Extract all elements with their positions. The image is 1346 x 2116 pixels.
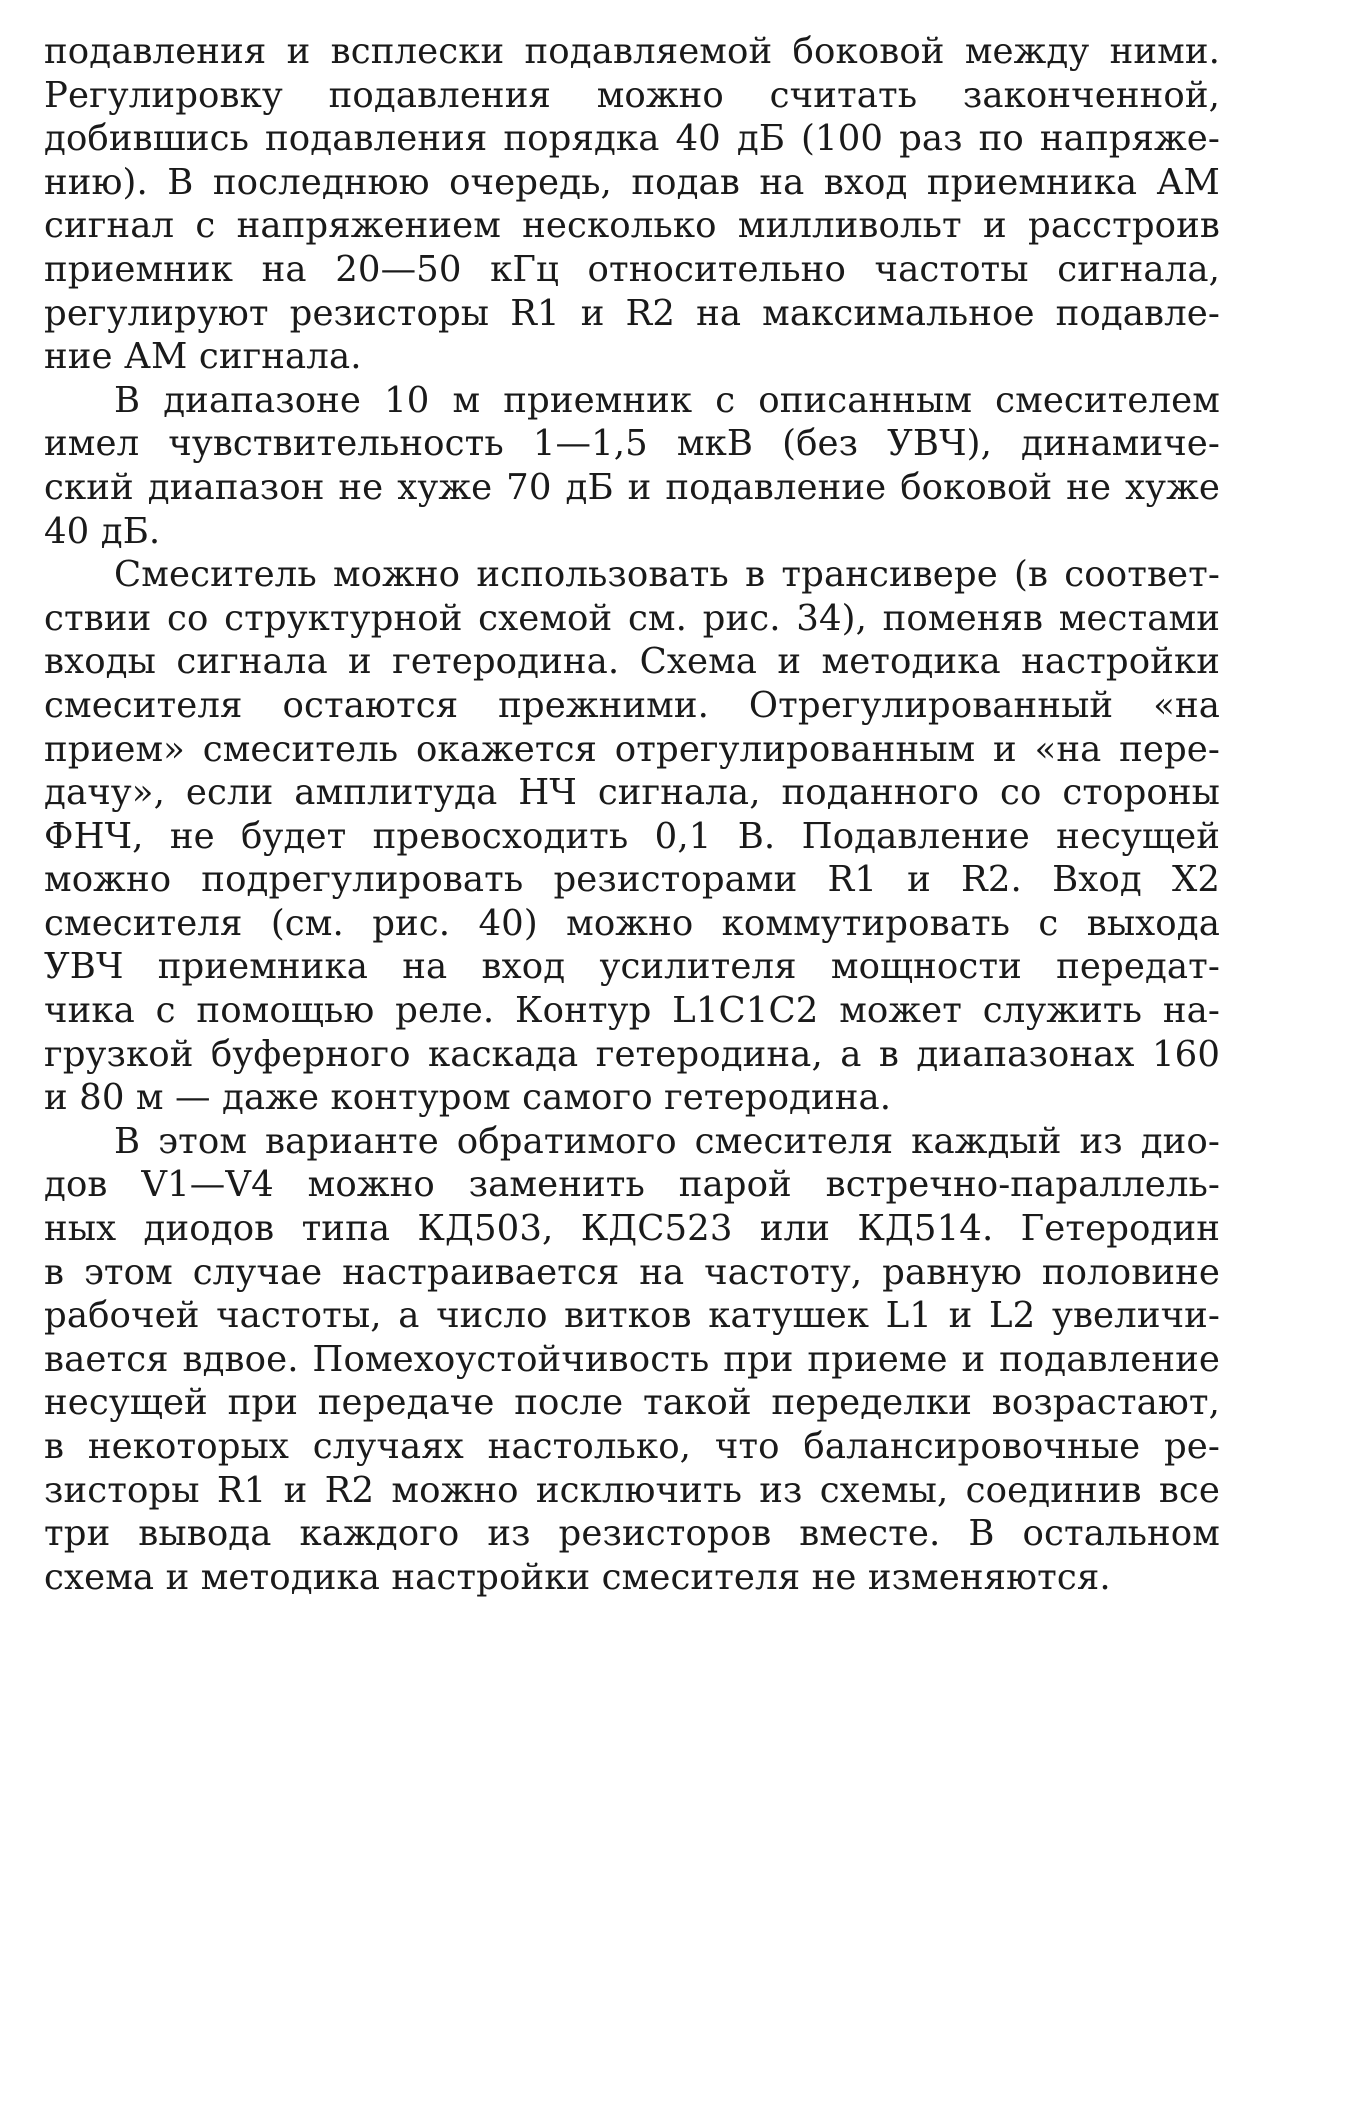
text-line: ных диодов типа КД503, КДС523 или КД514. Гетеродин (44, 1208, 1220, 1250)
paragraph-4 (44, 1120, 1220, 1600)
text-line: вается вдвое. Помехоустойчивость при приеме и подавление (44, 1338, 1220, 1380)
text-line: Регулировку подавления можно считать законченной, (44, 74, 1220, 116)
text-line: в этом случае настраивается на частоту, равную половине (44, 1251, 1220, 1293)
text-line: регулируют резисторы R1 и R2 на максимальное подавле- (44, 292, 1220, 334)
paragraph-2 (44, 379, 1220, 553)
text-line: входы сигнала и гетеродина. Схема и методика настройки (44, 641, 1220, 683)
text-line: приемник на 20—50 кГц относительно частоты сигнала, (44, 248, 1220, 290)
text-line: грузкой буферного каскада гетеродина, а в диапазонах 160 (44, 1033, 1220, 1075)
text-line: смесителя остаются прежними. Отрегулированный «на (44, 684, 1220, 726)
text-line: имел чувствительность 1—1,5 мкВ (без УВЧ), динамиче- (44, 423, 1220, 465)
text-line: В этом варианте обратимого смесителя каждый из дио- (114, 1120, 1220, 1162)
text-line: УВЧ приемника на вход усилителя мощности передат- (44, 946, 1220, 988)
text-line: Смеситель можно использовать в трансивере (в соответ- (114, 554, 1220, 596)
text-line: и 80 м — даже контуром самого гетеродина. (44, 1077, 892, 1119)
text-line: сигнал с напряжением несколько милливольт и расстроив (44, 205, 1220, 247)
page-text (44, 30, 1220, 1599)
text-line: В диапазоне 10 м приемник с описанным смесителем (114, 379, 1220, 421)
text-line: три вывода каждого из резисторов вместе. В остальном (44, 1513, 1220, 1555)
text-line: ние АМ сигнала. (44, 336, 362, 378)
text-line: ствии со структурной схемой см. рис. 34), поменяв местами (44, 597, 1220, 639)
paragraph-1 (44, 30, 1220, 379)
text-line: ский диапазон не хуже 70 дБ и подавление боковой не хуже (44, 466, 1220, 508)
text-line: чика с помощью реле. Контур L1C1C2 может служить на- (44, 990, 1220, 1032)
text-line: зисторы R1 и R2 можно исключить из схемы, соединив все (44, 1469, 1220, 1511)
text-line: ФНЧ, не будет превосходить 0,1 В. Подавление несущей (44, 815, 1220, 857)
text-line: подавления и всплески подавляемой боковой между ними. (44, 31, 1220, 72)
text-line: смесителя (см. рис. 40) можно коммутировать с выхода (44, 902, 1220, 944)
text-line: дачу», если амплитуда НЧ сигнала, поданного со стороны (44, 772, 1220, 814)
text-line: можно подрегулировать резисторами R1 и R2. Вход X2 (44, 859, 1220, 901)
text-line: 40 дБ. (44, 510, 161, 552)
text-line: схема и методика настройки смесителя не изменяются. (44, 1556, 1111, 1598)
text-line: дов V1—V4 можно заменить парой встречно-параллель- (44, 1164, 1220, 1206)
text-line: нию). В последнюю очередь, подав на вход приемника АМ (44, 161, 1220, 203)
paragraph-3 (44, 553, 1220, 1120)
text-line: добившись подавления порядка 40 дБ (100 раз по напряже- (44, 118, 1220, 160)
text-line: в некоторых случаях настолько, что балансировочные ре- (44, 1426, 1220, 1467)
text-line: рабочей частоты, а число витков катушек L1 и L2 увеличи- (44, 1295, 1220, 1337)
text-line: несущей при передаче после такой переделки возрастают, (44, 1382, 1220, 1424)
text-line: прием» смеситель окажется отрегулированным и «на пере- (44, 728, 1220, 770)
